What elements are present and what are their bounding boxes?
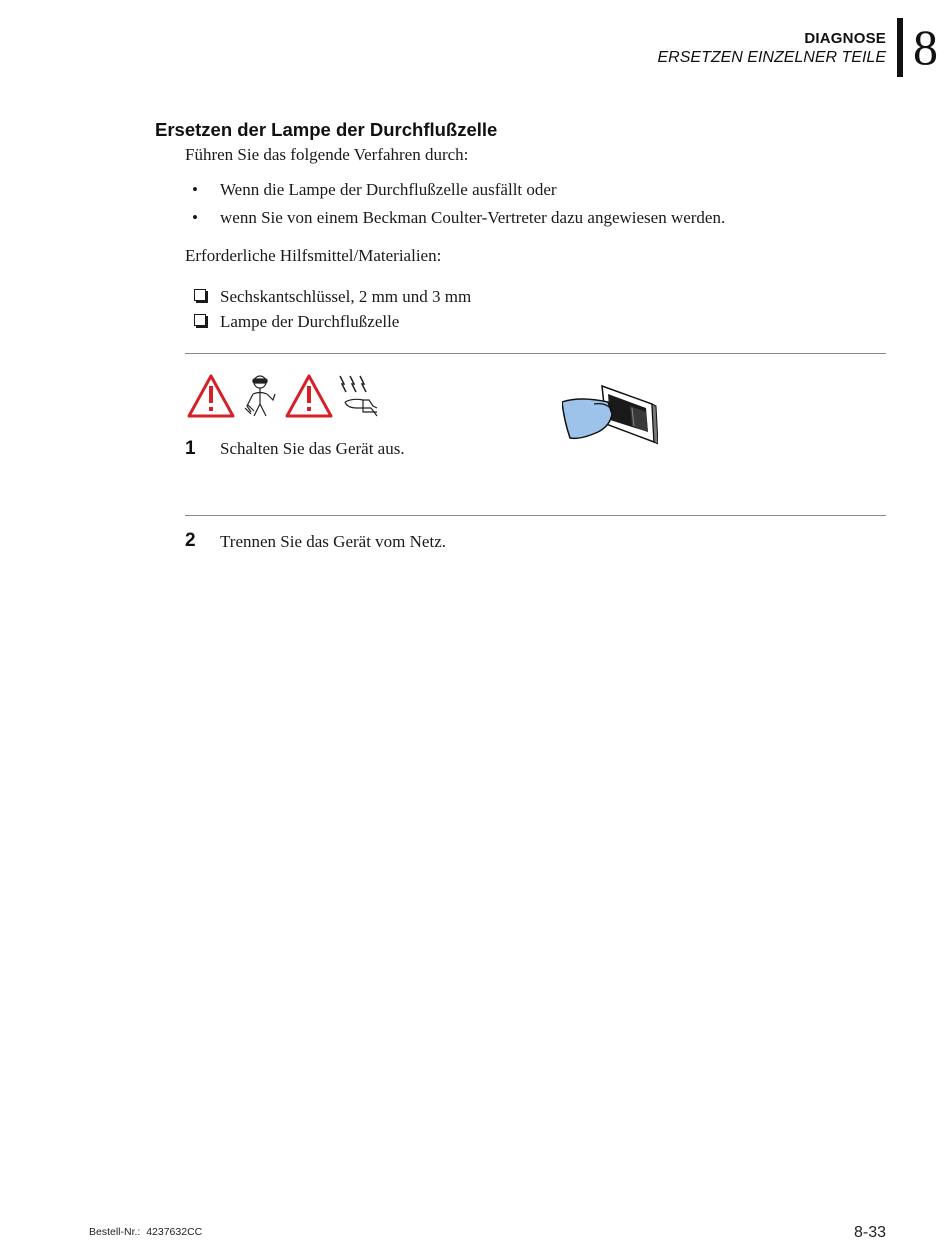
power-switch-illustration: [562, 380, 658, 448]
list-item: • Wenn die Lampe der Durchflußzelle ausfällt oder: [185, 180, 725, 208]
intro-text: Führen Sie das folgende Verfahren durch:: [185, 145, 469, 164]
tools-checklist: [185, 285, 471, 334]
header-section-title: DIAGNOSE: [804, 30, 886, 47]
step-number: 2: [185, 530, 196, 551]
checklist-item: [185, 285, 471, 310]
step-number: 1: [185, 438, 196, 459]
checklist-item: [185, 310, 471, 335]
electric-shock-hand-icon: [340, 376, 377, 416]
checklist-item-label: Lampe der Durchflußzelle: [220, 311, 400, 331]
header-subsection-title: ERSETZEN EINZELNER TEILE: [657, 49, 886, 66]
divider: [185, 353, 886, 354]
safety-icons: [187, 372, 387, 422]
chapter-number: 8: [913, 19, 938, 75]
footer-order-number: [89, 1226, 202, 1238]
checkbox-icon: [194, 314, 206, 326]
conditions-list: [185, 180, 725, 235]
step-text: Trennen Sie das Gerät vom Netz.: [220, 532, 446, 551]
page-number: 8-33: [853, 1224, 886, 1241]
procedure-title: Ersetzen der Lampe der Durchflußzelle: [155, 119, 498, 140]
step-text: Schalten Sie das Gerät aus.: [220, 439, 405, 458]
warning-triangle-icon: [189, 376, 233, 416]
tools-label: Erforderliche Hilfsmittel/Materialien:: [185, 246, 442, 265]
divider: [185, 515, 886, 516]
checklist-item-label: Sechskantschlüssel, 2 mm und 3 mm: [220, 287, 472, 307]
header-divider-bar: [897, 18, 903, 77]
order-label: Bestell-Nr.:: [89, 1226, 141, 1238]
list-item: • wenn Sie von einem Beckman Coulter-Vertreter dazu angewiesen werden.: [185, 208, 725, 236]
checkbox-icon: [194, 289, 206, 301]
protective-gear-icon: [245, 376, 275, 416]
warning-triangle-icon: [287, 376, 331, 416]
order-number: 4237632CC: [146, 1226, 203, 1238]
